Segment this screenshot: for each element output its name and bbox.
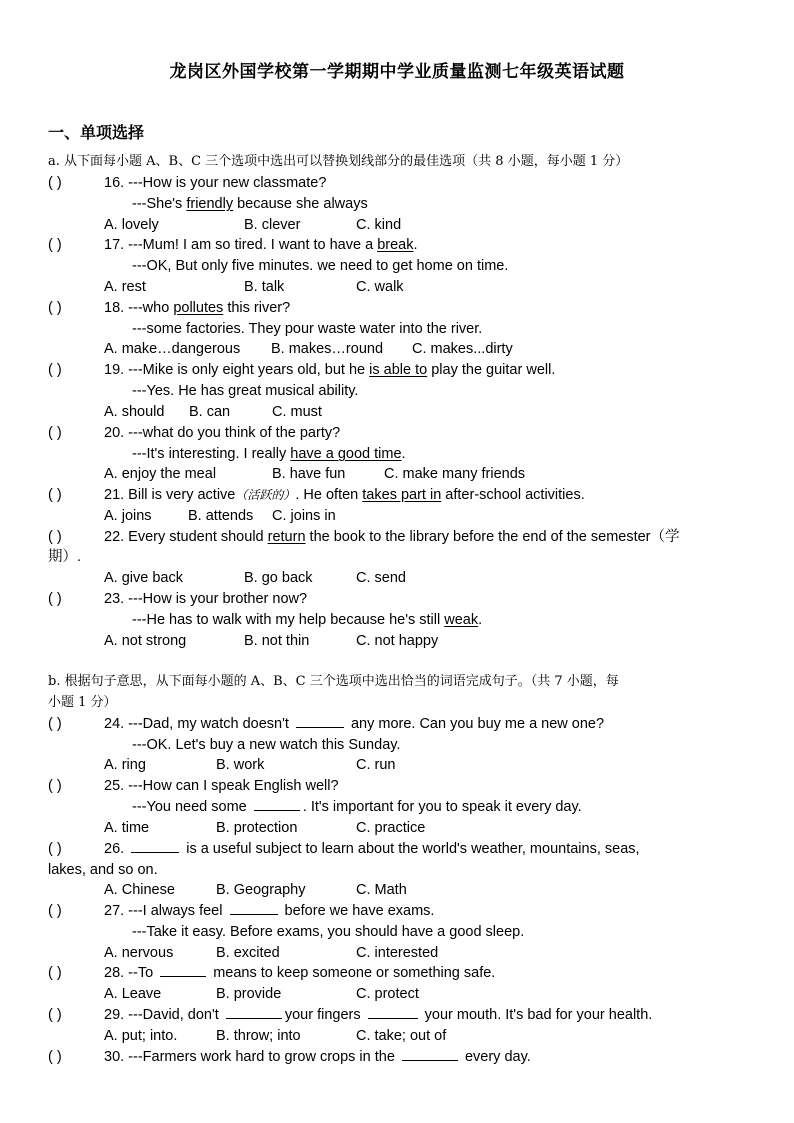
question-25 — [48, 776, 746, 797]
fill-blank[interactable] — [160, 963, 206, 977]
question-18 — [48, 298, 746, 319]
option-c[interactable]: C. joins in — [272, 508, 336, 524]
question-29 — [48, 1005, 746, 1026]
options-row — [48, 339, 746, 360]
underlined-word: return — [267, 529, 306, 545]
option-c[interactable]: C. kind — [356, 217, 402, 233]
answer-paren[interactable]: ( ) — [48, 903, 62, 919]
option-b[interactable]: B. have fun — [272, 466, 346, 482]
question-text: 19. ---Mike is only eight years old, but he is able to play the guitar well. — [104, 362, 556, 378]
option-a[interactable]: A. should — [104, 404, 165, 420]
options-row — [48, 631, 746, 652]
option-a[interactable]: A. put; into. — [104, 1028, 178, 1044]
answer-text: ---OK, But only five minutes. we need to get home on time. — [132, 258, 509, 274]
option-c[interactable]: C. Math — [356, 882, 407, 898]
options-row — [48, 1026, 746, 1047]
answer-line — [48, 797, 746, 818]
options-row — [48, 818, 746, 839]
options-row — [48, 943, 746, 964]
question-text: 23. ---How is your brother now? — [104, 591, 308, 607]
answer-text: ---some factories. They pour waste water into the river. — [132, 321, 483, 337]
question-continuation: 期）. — [48, 549, 82, 565]
option-a[interactable]: A. not strong — [104, 633, 187, 649]
question-text: 26. is a useful subject to learn about the world's weather, mountains, seas, — [104, 841, 640, 857]
answer-paren[interactable]: ( ) — [48, 175, 62, 191]
answer-paren[interactable]: ( ) — [48, 237, 62, 253]
answer-paren[interactable]: ( ) — [48, 362, 62, 378]
answer-line — [48, 735, 746, 756]
option-a[interactable]: A. joins — [104, 508, 152, 524]
answer-line — [48, 319, 746, 340]
answer-line — [48, 256, 746, 277]
fill-blank[interactable] — [254, 797, 300, 811]
answer-paren[interactable]: ( ) — [48, 841, 62, 857]
question-26 — [48, 839, 746, 860]
answer-line — [48, 381, 746, 402]
options-row — [48, 880, 746, 901]
option-c[interactable]: C. makes...dirty — [412, 341, 513, 357]
option-b[interactable]: B. protection — [216, 820, 298, 836]
option-c[interactable]: C. run — [356, 757, 396, 773]
option-b[interactable]: B. makes…round — [271, 341, 384, 357]
option-c[interactable]: C. protect — [356, 986, 419, 1002]
options-row — [48, 506, 746, 527]
option-b[interactable]: B. work — [216, 757, 265, 773]
option-b[interactable]: B. attends — [188, 508, 254, 524]
underlined-word: is able to — [369, 362, 428, 378]
option-c[interactable]: C. must — [272, 404, 322, 420]
question-27 — [48, 901, 746, 922]
question-19 — [48, 360, 746, 381]
part-b-instructions: b. 根据句子意思，从下面每小题的 A、B、C 三个选项中选出恰当的词语完成句子。（共 7 小题，每 — [48, 674, 619, 689]
answer-paren[interactable]: ( ) — [48, 1049, 62, 1065]
answer-text: ---You need some . It's important for you to speak it every day. — [132, 799, 582, 815]
option-b[interactable]: B. not thin — [244, 633, 310, 649]
options-row — [48, 277, 746, 298]
question-text: 30. ---Farmers work hard to grow crops in the every day. — [104, 1049, 531, 1065]
question-text: 20. ---what do you think of the party? — [104, 425, 341, 441]
answer-paren[interactable]: ( ) — [48, 487, 62, 503]
section-heading: 一、单项选择 — [48, 123, 145, 142]
underlined-word: friendly — [186, 196, 234, 212]
options-row — [48, 402, 746, 423]
fill-blank[interactable] — [402, 1047, 458, 1061]
option-a[interactable]: A. rest — [104, 279, 146, 295]
option-b[interactable]: B. can — [189, 404, 231, 420]
option-b[interactable]: B. talk — [244, 279, 285, 295]
fill-blank[interactable] — [296, 714, 344, 728]
question-22 — [48, 527, 746, 548]
underlined-word: pollutes — [173, 300, 224, 316]
option-a[interactable]: A. make…dangerous — [104, 341, 241, 357]
question-text: 22. Every student should return the book to the library before the end of the semester（学 — [104, 529, 680, 545]
fill-blank[interactable] — [226, 1005, 282, 1019]
underlined-word: have a good time — [290, 446, 402, 462]
underlined-word: takes part in — [362, 487, 442, 503]
answer-paren[interactable]: ( ) — [48, 300, 62, 316]
question-text: 25. ---How can I speak English well? — [104, 778, 339, 794]
underlined-word: break — [377, 237, 414, 253]
question-30 — [48, 1047, 746, 1068]
options-row — [48, 755, 746, 776]
option-b[interactable]: B. excited — [216, 945, 280, 961]
option-a[interactable]: A. lovely — [104, 217, 159, 233]
answer-paren[interactable]: ( ) — [48, 591, 62, 607]
option-c[interactable]: C. not happy — [356, 633, 439, 649]
question-text: 24. ---Dad, my watch doesn't any more. Can you buy me a new one? — [104, 716, 605, 732]
question-17 — [48, 235, 746, 256]
option-c[interactable]: C. take; out of — [356, 1028, 447, 1044]
answer-paren[interactable]: ( ) — [48, 1007, 62, 1023]
answer-text: ---OK. Let's buy a new watch this Sunday. — [132, 737, 401, 753]
answer-text: ---It's interesting. I really have a good time. — [132, 446, 406, 462]
page-title: 龙岗区外国学校第一学期期中学业质量监测七年级英语试题 — [169, 62, 625, 82]
answer-line — [48, 922, 746, 943]
option-c[interactable]: C. practice — [356, 820, 426, 836]
underlined-word: weak — [444, 612, 479, 628]
answer-line — [48, 194, 746, 215]
answer-line — [48, 444, 746, 465]
option-a[interactable]: A. Chinese — [104, 882, 175, 898]
question-28 — [48, 963, 746, 984]
question-text: 17. ---Mum! I am so tired. I want to have a break. — [104, 237, 418, 253]
question-text: 18. ---who pollutes this river? — [104, 300, 291, 316]
part-b-instructions-cont: 小题 1 分） — [48, 695, 117, 710]
question-24 — [48, 714, 746, 735]
answer-text: ---Take it easy. Before exams, you should have a good sleep. — [132, 924, 525, 940]
answer-text: ---She's friendly because she always — [132, 196, 368, 212]
options-row — [48, 984, 746, 1005]
option-c[interactable]: C. make many friends — [384, 466, 526, 482]
options-row — [48, 568, 746, 589]
option-c[interactable]: C. interested — [356, 945, 439, 961]
question-continuation: lakes, and so on. — [48, 862, 158, 878]
answer-text: ---He has to walk with my help because he's still weak. — [132, 612, 483, 628]
option-b[interactable]: B. throw; into — [216, 1028, 301, 1044]
option-a[interactable]: A. enjoy the meal — [104, 466, 217, 482]
option-b[interactable]: B. provide — [216, 986, 282, 1002]
option-a[interactable]: A. time — [104, 820, 150, 836]
option-a[interactable]: A. ring — [104, 757, 146, 773]
option-c[interactable]: C. walk — [356, 279, 404, 295]
answer-paren[interactable]: ( ) — [48, 965, 62, 981]
question-text: 29. ---David, don't your fingers your mouth. It's bad for your health. — [104, 1007, 653, 1023]
question-23 — [48, 589, 746, 610]
option-a[interactable]: A. give back — [104, 570, 183, 586]
question-text: 28. --To means to keep someone or something safe. — [104, 965, 496, 981]
fill-blank[interactable] — [368, 1005, 418, 1019]
answer-paren[interactable]: ( ) — [48, 529, 62, 545]
option-c[interactable]: C. send — [356, 570, 406, 586]
option-a[interactable]: A. Leave — [104, 986, 162, 1002]
option-a[interactable]: A. nervous — [104, 945, 174, 961]
answer-paren[interactable]: ( ) — [48, 778, 62, 794]
question-text: 16. ---How is your new classmate? — [104, 175, 327, 191]
question-16 — [48, 173, 746, 194]
question-20 — [48, 423, 746, 444]
option-b[interactable]: B. Geography — [216, 882, 306, 898]
question-text: 21. Bill is very active（活跃的）. He often takes part in after-school activities. — [104, 487, 585, 503]
fill-blank[interactable] — [230, 901, 278, 915]
answer-paren[interactable]: ( ) — [48, 716, 62, 732]
answer-text: ---Yes. He has great musical ability. — [132, 383, 359, 399]
option-b[interactable]: B. go back — [244, 570, 313, 586]
options-row — [48, 464, 746, 485]
fill-blank[interactable] — [131, 839, 179, 853]
part-a-instructions: a. 从下面每小题 A、B、C 三个选项中选出可以替换划线部分的最佳选项（共 8 小题，每小题 1 分） — [48, 154, 629, 169]
question-21 — [48, 485, 746, 506]
question-text: 27. ---I always feel before we have exams. — [104, 903, 435, 919]
options-row — [48, 215, 746, 236]
answer-line — [48, 610, 746, 631]
option-b[interactable]: B. clever — [244, 217, 301, 233]
answer-paren[interactable]: ( ) — [48, 425, 62, 441]
